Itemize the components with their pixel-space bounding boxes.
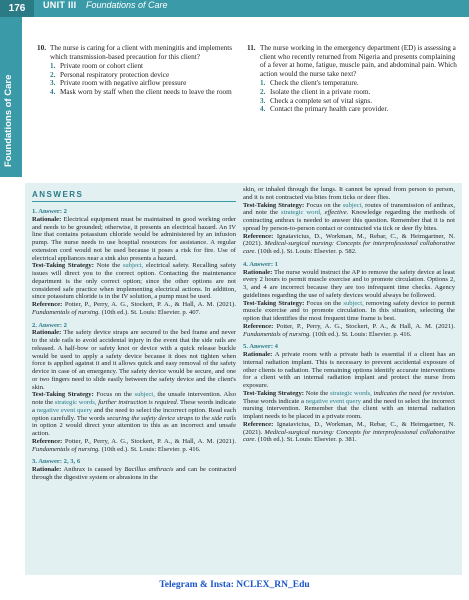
rationale-label: Rationale: xyxy=(32,215,62,223)
rationale-text: A private room with a private bath is essential if a client has an internal radiation implant. This is necessary to prevent accidental exposure of other clients to radiation. The remaining options identify accurate interventions for a client with an internal radiation implant and protect the nurse from exposure. xyxy=(243,351,455,389)
reference-text: (10th ed.). St. Louis: Elsevier. p. 582. xyxy=(257,248,357,255)
reference-book: Fundamentals of nursing. xyxy=(32,445,100,453)
question-number: 11. xyxy=(247,44,256,52)
answer-2 xyxy=(32,322,236,454)
reference-label: Reference: xyxy=(32,301,63,308)
answers-box xyxy=(25,183,462,575)
reference-label: Reference: xyxy=(243,420,274,428)
reference-text: (10th ed.). St. Louis: Elsevier. p. 416. xyxy=(101,445,201,453)
unit-title: Foundations of Care xyxy=(86,0,168,10)
strategy-italic: securing the safety device straps to the side rails xyxy=(106,414,236,422)
rationale-text: and can be contracted through the digestive system or abrasions in the xyxy=(32,466,237,481)
strategy-text: electrical safety. Recalling safety issues will direct you to the correct option. Contacting the maintenance department is the only correct option; since the other options are not considered safe practice when implementing electrical actions. In addition, since potassium chloride is in the IV solution, a pump must be used. xyxy=(32,262,236,301)
side-tab-label: Foundations of Care xyxy=(3,74,14,167)
option-number: 4. xyxy=(260,105,266,114)
option xyxy=(50,79,237,88)
keyword: subject, xyxy=(134,391,155,399)
reference-text: Ignatavicius, D., Workman, M., Rebar, C., & Heimgartner, N. (2021). xyxy=(243,232,455,248)
answers-left-column xyxy=(32,190,236,487)
keyword: strategic words, xyxy=(329,389,372,397)
option xyxy=(260,97,457,106)
strategy-text: and the need to select the incorrect nursing intervention. Remember that the client with an internal radiation implant needs to be placed in a private room. xyxy=(243,397,455,420)
strategy-text: Knowledge regarding the methods of contracting anthrax is needed to answer this question. Remember that it is not spread by person-to-person contact or contracted via tick or deer fly bites. xyxy=(243,209,456,232)
option-text: Personal respiratory protection device xyxy=(60,70,170,79)
reference-book: Fundamentals of nursing. xyxy=(32,308,100,316)
strategy-text: routes of transmission of anthrax, and note the xyxy=(243,201,455,217)
strategy-label: Test-Taking Strategy: xyxy=(243,389,304,397)
strategy-text: Focus on the xyxy=(96,391,132,399)
option xyxy=(50,62,237,71)
rationale-text: Electrical equipment must be maintained in good working order and needs to be grounded; otherwise, it presents an electrical hazard. An IV line that contains potassium chloride would be administered by an infusion pump. The nurse needs to use hospital resources for assistance. A regular extension cord would not be used because it poses a risk for fire. Use of electrical appliances near a sink also presents a hazard. xyxy=(32,215,237,262)
strategy-label: Test-Taking Strategy: xyxy=(32,262,94,270)
strategy-italic: effective. xyxy=(324,209,349,217)
strategy-italic: further instruction is required. xyxy=(98,399,179,406)
strategy-text: and the need to select the incorrect option. Read each option carefully. The words xyxy=(32,406,236,422)
rationale-label: Rationale: xyxy=(243,268,273,276)
strategy-text: Note the xyxy=(96,262,121,270)
strategy-label: Test-Taking Strategy: xyxy=(243,201,305,209)
unit-label: UNIT III xyxy=(43,0,77,10)
question-10 xyxy=(37,44,237,97)
keyword: strategic word, xyxy=(281,209,322,217)
option-text: Contact the primary health care provider. xyxy=(270,105,389,114)
keyword: strategic words, xyxy=(54,399,97,406)
option-number: 2. xyxy=(260,87,266,96)
strategy-text: Focus on the xyxy=(306,299,342,307)
answer-3-continued xyxy=(243,186,455,256)
answer-label: 3. Answer: 2, 3, 6 xyxy=(32,458,81,466)
rationale-italic: Bacillus anthracis xyxy=(124,466,174,473)
strategy-text: These words indicate a xyxy=(243,397,304,405)
answer-label: 4. Answer: 1 xyxy=(243,260,278,268)
answer-label: 2. Answer: 2 xyxy=(32,321,67,329)
question-11 xyxy=(247,44,457,114)
strategy-text: the unsafe intervention. Also note the xyxy=(32,391,236,406)
strategy-label: Test-Taking Strategy: xyxy=(243,299,305,307)
option-text: Mask worn by staff when the client needs to leave the room xyxy=(60,87,232,96)
question-stem: The nurse is caring for a client with meningitis and implements which transmission-based precaution for this client? xyxy=(50,44,233,61)
strategy-text: removing safety device to permit muscle exercise and to promote circulation. In this situation, selecting the option that identifies the most frequent time frame is best. xyxy=(243,299,456,322)
reference-text: (10th ed.). St. Louis: Elsevier. p. 416. xyxy=(312,330,412,338)
keyword: negative event query xyxy=(36,406,93,414)
keyword: negative event query xyxy=(305,397,361,405)
strategy-text: in option 2 would direct your attention to this as an incorrect and unsafe action. xyxy=(32,422,236,437)
answer-3 xyxy=(32,458,236,481)
reference-text: Potter, P., Perry, A. G., Stockert, P. A., & Hall, A. M. (2021). xyxy=(64,301,236,308)
reference-text: Potter, P., Perry, A. G., Stockert, P. A., & Hall, A. M. (2021). xyxy=(64,437,236,445)
reference-text: (10th ed.). St. Louis: Elsevier. p. 381. xyxy=(257,436,357,444)
answer-1 xyxy=(32,208,236,317)
footer-watermark: Telegram & Insta: NCLEX_RN_Edu xyxy=(159,580,310,590)
reference-label: Reference: xyxy=(243,322,274,330)
strategy-label: Test-Taking Strategy: xyxy=(32,391,94,399)
option-text: Isolate the client in a private room. xyxy=(270,87,371,96)
reference-text: Potter, P., Perry, A. G., Stockert, P. A., & Hall, A. M. (2021). xyxy=(276,322,455,330)
page-header xyxy=(0,0,469,17)
option xyxy=(260,79,457,88)
question-stem: The nurse working in the emergency department (ED) is assessing a client who recently returned from Nigeria and presents complaining of a fever at home, fatigue, muscle pain, and abdominal pain. Which action would the nurse take next? xyxy=(260,44,457,78)
option-number: 3. xyxy=(260,96,266,105)
reference-label: Reference: xyxy=(32,437,63,445)
strategy-text: Note the xyxy=(305,389,329,397)
reference-label: Reference: xyxy=(243,232,274,240)
answer-label: 5. Answer: 4 xyxy=(243,343,278,351)
answer-5 xyxy=(243,343,455,444)
option xyxy=(50,71,237,80)
rationale-label: Rationale: xyxy=(243,351,273,358)
option-number: 2. xyxy=(50,70,56,79)
reference-book: Medical-surgical nursing: Concepts for interprofessional collaborative care. xyxy=(243,428,455,444)
option xyxy=(260,105,457,114)
strategy-text: Focus on the xyxy=(306,201,341,209)
option-number: 3. xyxy=(50,79,56,88)
option-number: 1. xyxy=(50,62,56,71)
answer-label: 1. Answer: 2 xyxy=(32,208,67,215)
option-text: Check a complete set of vital signs. xyxy=(270,96,372,105)
strategy-italic: indicates the need for revision. xyxy=(373,389,455,397)
rationale-text: skin, or inhaled through the lungs. It cannot be spread from person to person, and it is not contracted via bites from ticks or deer flies. xyxy=(243,186,455,201)
answers-right-column xyxy=(243,186,455,449)
reference-text: (10th ed.). St. Louis: Elsevier. p. 407. xyxy=(101,308,201,316)
option-number: 4. xyxy=(50,87,56,96)
answer-4 xyxy=(243,261,455,339)
keyword: subject, xyxy=(122,262,144,270)
reference-book: Medical-surgical nursing: Concepts for interprofessional collaborative care. xyxy=(243,240,455,255)
rationale-text: Anthrax is caused by xyxy=(63,466,122,473)
keyword: subject, xyxy=(343,299,364,307)
section-side-tab xyxy=(0,17,22,177)
page-number: 176 xyxy=(0,0,34,17)
rationale-label: Rationale: xyxy=(32,466,62,473)
option xyxy=(260,88,457,97)
rationale-text: The safety device straps are secured to the bed frame and never to the side rails to avoid accidental injury in the event that the side rails are released. A half-bow or safety knot or device with a quick release buckle would be used to apply a safety device because it does not tighten when force is applied against it and it allows quick and easy removal of the safety device in case of an emergency. The safety device would be secure, and one or two fingers need to slide easily between the safety device and the client's skin. xyxy=(32,329,236,391)
question-number: 10. xyxy=(37,44,46,52)
option-text: Private room or cohort client xyxy=(60,62,144,71)
option-number: 1. xyxy=(260,79,266,88)
reference-book: Fundamentals of nursing. xyxy=(243,330,311,338)
option xyxy=(50,88,237,97)
option-text: Private room with negative airflow pressure xyxy=(60,79,187,88)
option-text: Check the client's temperature. xyxy=(270,79,359,88)
reference-text: Ignatavicius, D., Workman, M., Rebar, C., & Heimgartner, N. (2021). xyxy=(243,420,455,436)
strategy-text: These words indicate a xyxy=(32,399,237,414)
rationale-label: Rationale: xyxy=(32,329,62,337)
keyword: subject, xyxy=(342,201,364,209)
answers-title: ANSWERS xyxy=(32,190,236,202)
rationale-text: The nurse would instruct the AP to remove the safety device at least every 2 hours to permit muscle exercise and to promote circulation. Options 2, 3, and 4 are incorrect because they are too infrequent time checks. Agency guidelines regarding the use of safety devices would always be followed. xyxy=(243,268,456,299)
